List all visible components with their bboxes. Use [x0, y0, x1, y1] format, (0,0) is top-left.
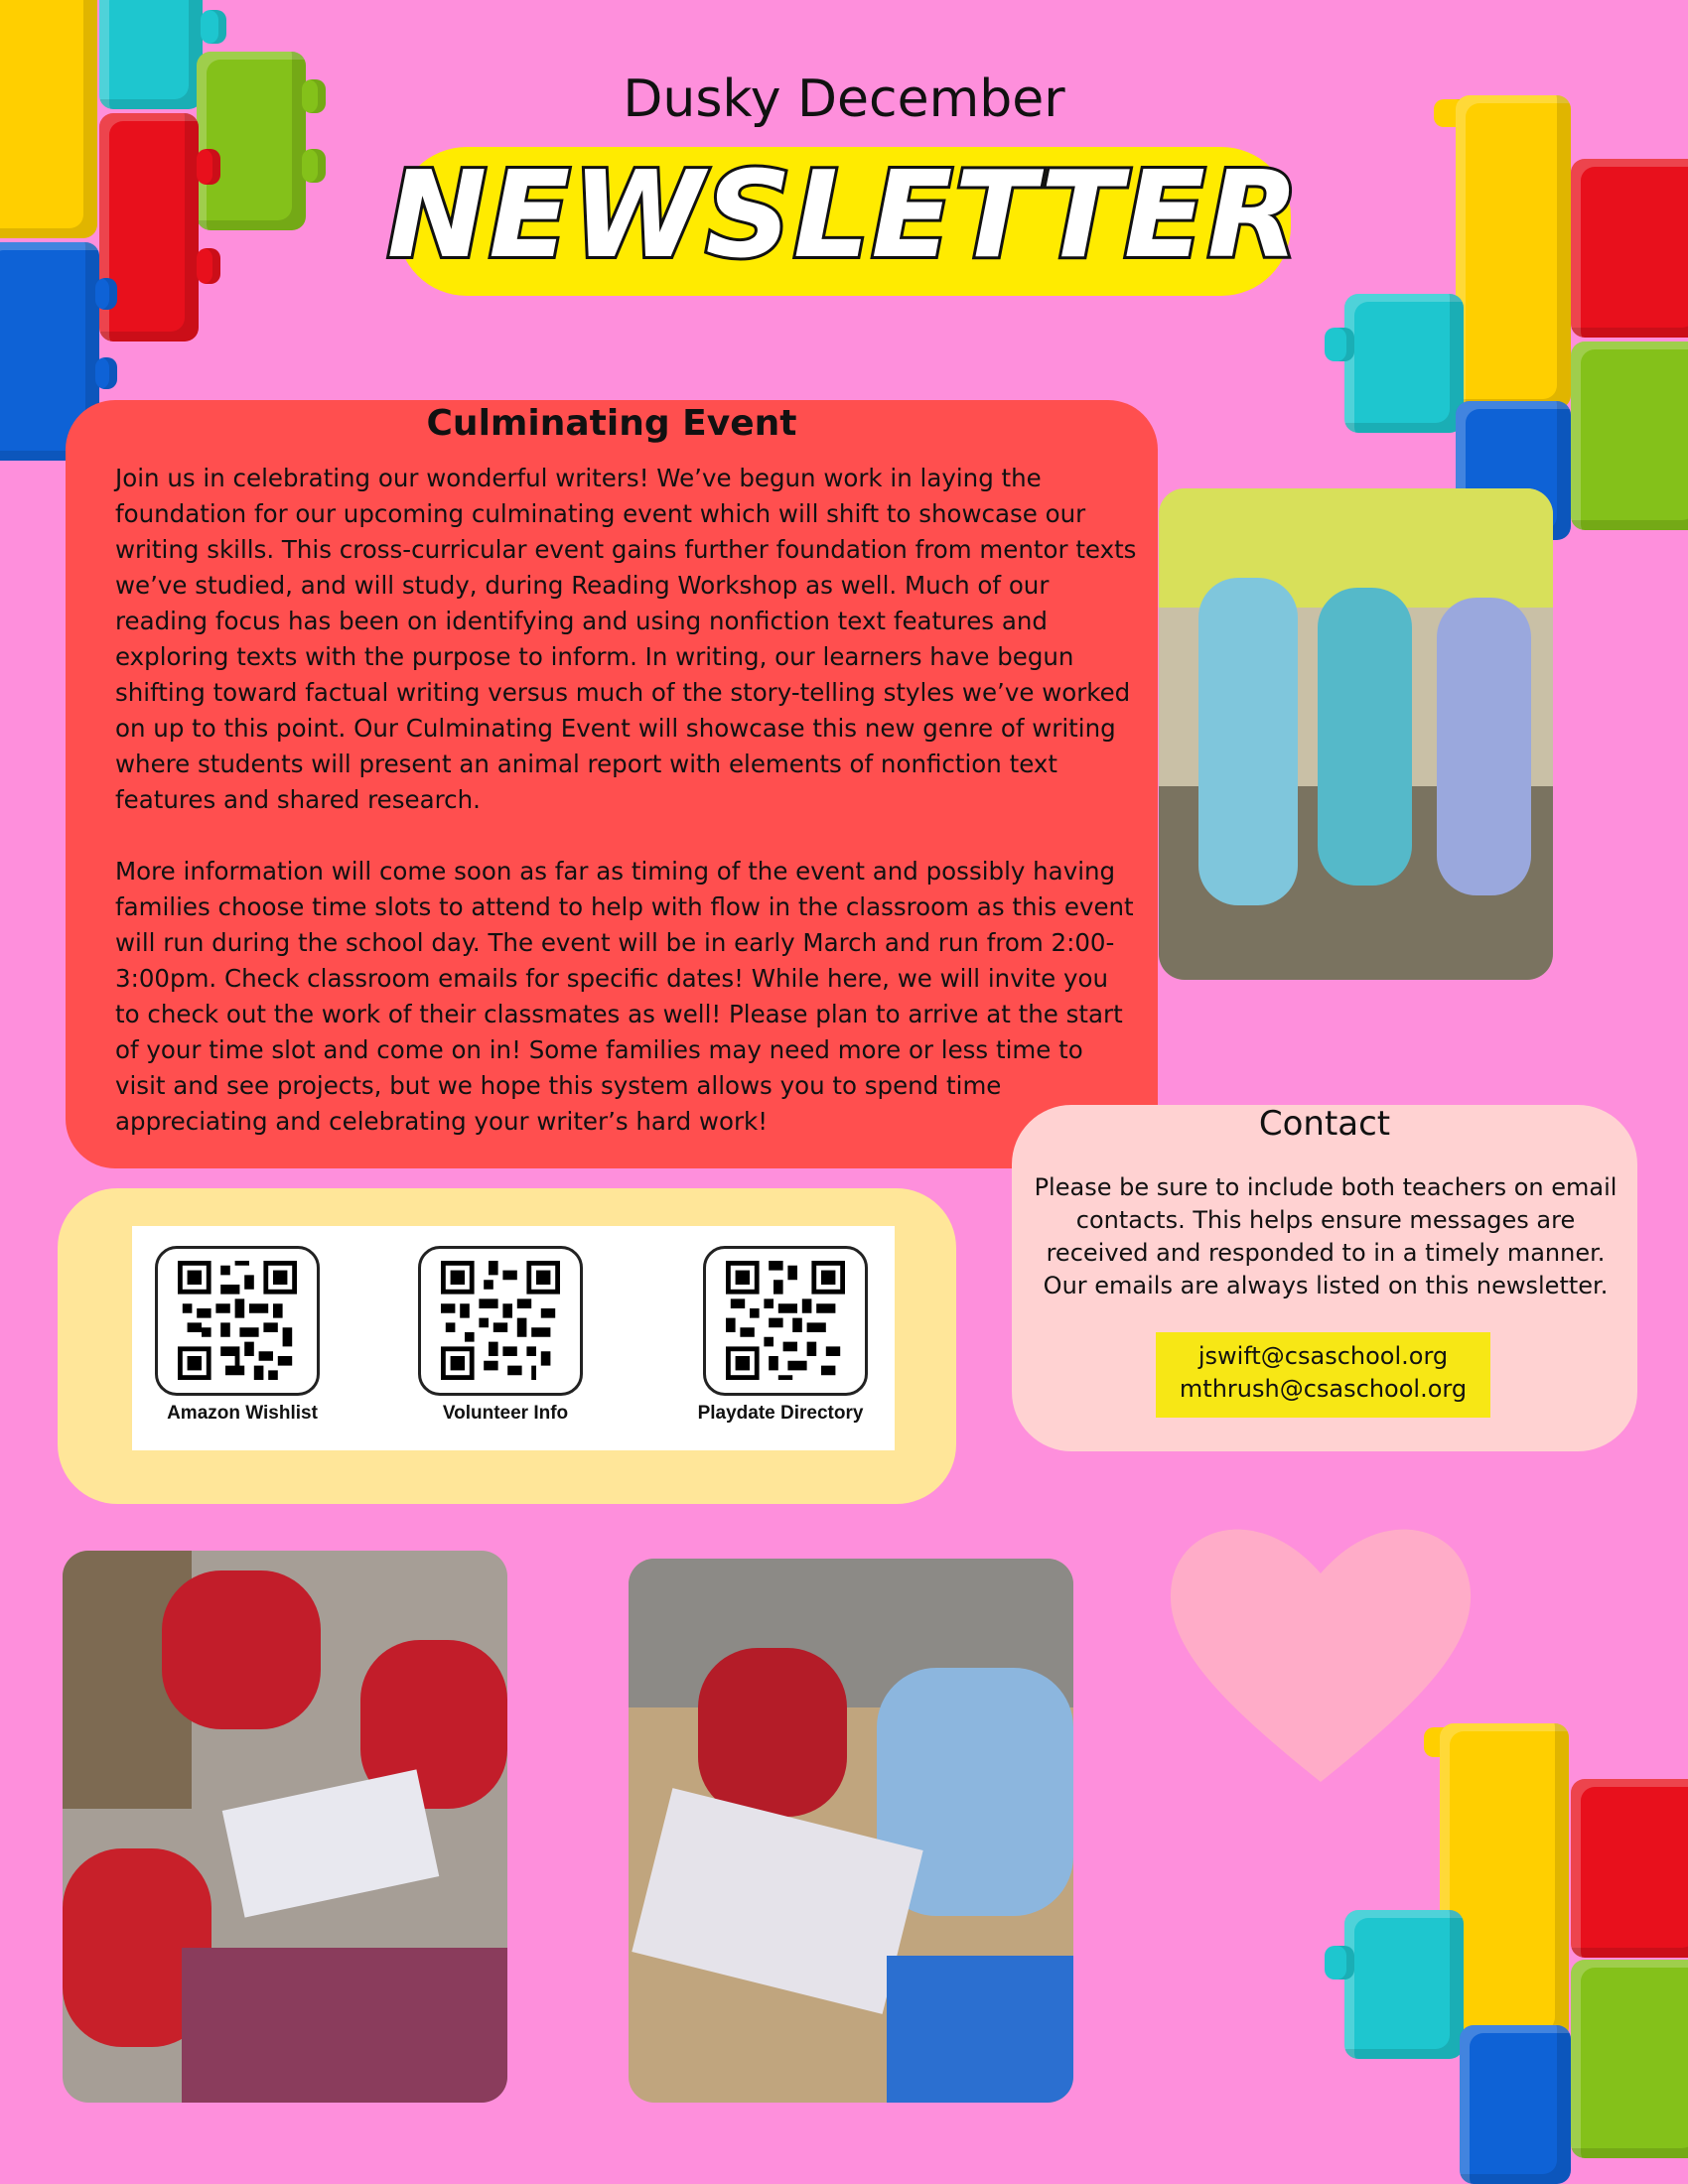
qr-label-amazon-wishlist: Amazon Wishlist [167, 1403, 318, 1424]
photo-students-table-activity [629, 1559, 1073, 2103]
heart-icon [1162, 1504, 1479, 1792]
qr-code-playdate-directory[interactable] [703, 1246, 868, 1396]
newsletter-masthead: NEWSLETTER [386, 147, 1302, 285]
email-link-jswift[interactable]: jswift@csaschool.org [1197, 1342, 1449, 1370]
qr-label-playdate-directory: Playdate Directory [697, 1403, 864, 1424]
photo-students-floor-activity [63, 1551, 507, 2103]
culminating-event-paragraph-2: More information will come soon as far as timing of the event and possibly having families choose time slots to attend to help with flow in the classroom as this event will run during the school day. The event will be in early March and run from 2:00-3:00pm. Check classroom emails for specific dates! While here, we will invite you to check out the work of their classmates as well! Please plan to arrive at the start of your time slot and come on in! Some families may need more or less time to visit and see projects, but we hope this system allows you to spend time appreciating and celebrating your writer’s hard work! [115, 857, 1134, 1136]
contact-title: Contact [1258, 1104, 1391, 1144]
qr-code-volunteer-info[interactable] [418, 1246, 583, 1396]
qr-code-icon [724, 1261, 847, 1380]
photo-students-costumes [1159, 488, 1553, 980]
culminating-event-title: Culminating Event [426, 403, 797, 444]
culminating-event-paragraph-1: Join us in celebrating our wonderful writers! We’ve begun work in laying the foundation for our upcoming culminating event which will shift to showcase our writing skills. This cross-curricular event gains further foundation from mentor texts we’ve studied, and will study, during Reading Workshop as well. Much of our reading focus has been on identifying and using nonfiction text features and exploring texts with the purpose to inform. In writing, our learners have begun shifting toward factual writing versus much of the story-telling styles we’ve worked on up to this point. Our Culminating Event will showcase this new genre of writing where students will present an animal report with elements of nonfiction text features and shared research. [115, 464, 1137, 814]
qr-code-amazon-wishlist[interactable] [155, 1246, 320, 1396]
qr-code-icon [439, 1261, 562, 1380]
contact-text: Please be sure to include both teachers on email contacts. This helps ensure messages are received and responded to in a timely manner. Our emails are always listed on this newsletter. [1034, 1173, 1618, 1299]
email-link-mthrush[interactable]: mthrush@csaschool.org [1179, 1375, 1468, 1403]
newsletter-subtitle: Dusky December [623, 69, 1065, 129]
qr-label-volunteer-info: Volunteer Info [442, 1403, 569, 1424]
qr-code-icon [176, 1261, 299, 1380]
